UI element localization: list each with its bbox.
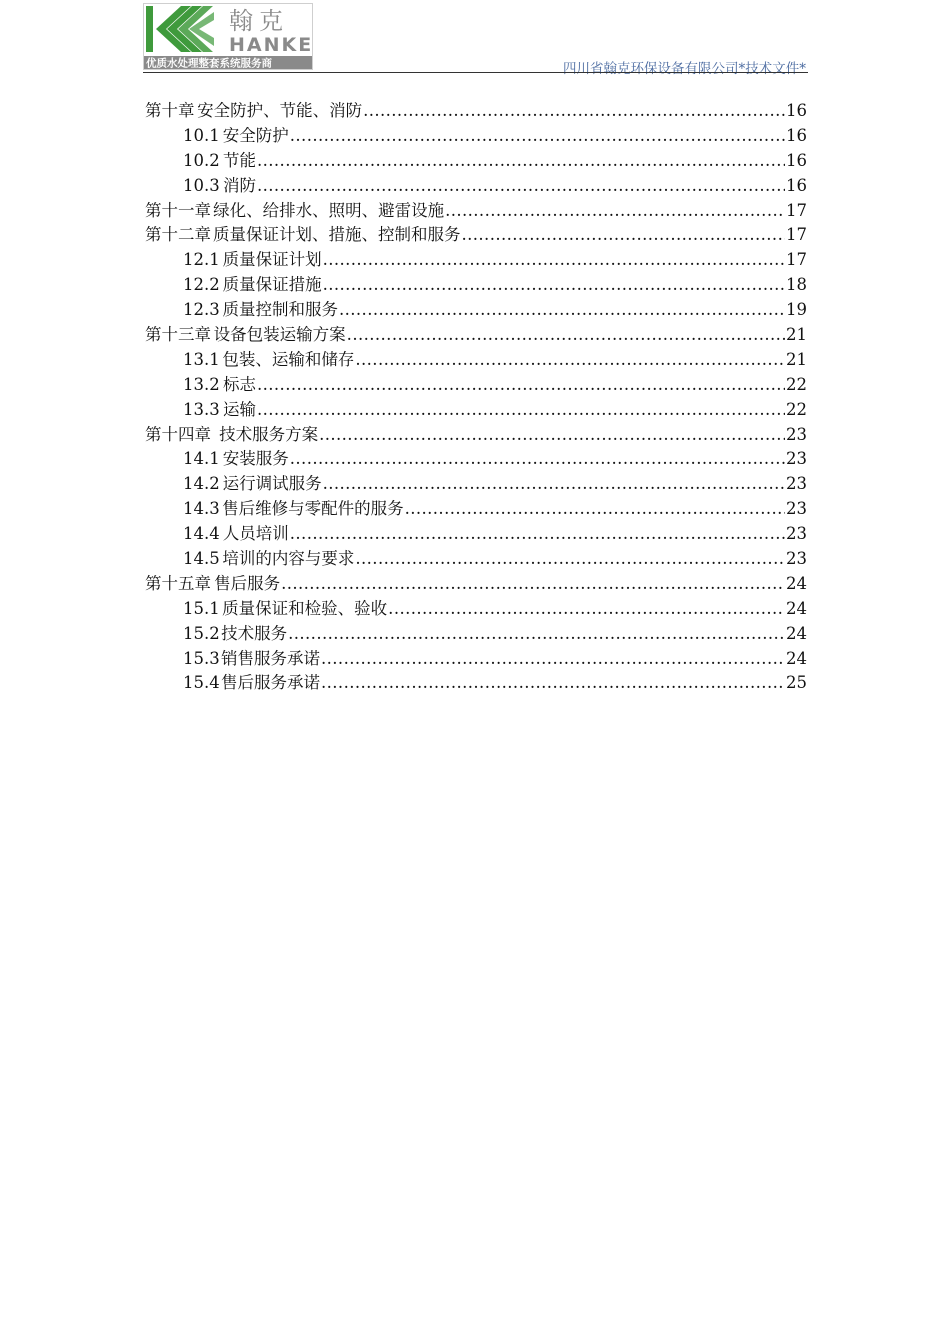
toc-entry-number: 第十五章 — [145, 573, 211, 593]
toc-entry-title: 运输 — [222, 399, 256, 419]
header-rule — [143, 72, 808, 73]
toc-leader-dots — [321, 671, 785, 696]
toc-entry[interactable] — [145, 323, 807, 348]
toc-entry-number: 13.2 — [183, 374, 220, 394]
hanke-logo-mark — [143, 3, 313, 70]
toc-entry-number: 14.3 — [183, 499, 220, 519]
toc-entry[interactable] — [145, 647, 807, 672]
toc-entry[interactable] — [145, 348, 807, 373]
toc-leader-dots — [355, 547, 785, 572]
toc-leader-dots — [290, 124, 785, 149]
toc-entry[interactable] — [145, 248, 807, 273]
toc-entry-title: 设备包装运输方案 — [213, 325, 346, 345]
toc-leader-dots — [290, 522, 785, 547]
page-header — [143, 3, 808, 77]
toc-entry[interactable] — [145, 447, 807, 472]
toc-entry[interactable] — [145, 174, 807, 199]
toc-entry-page: 23 — [786, 524, 807, 544]
toc-entry-number: 10.3 — [183, 175, 220, 195]
toc-entry-number: 13.1 — [183, 349, 220, 369]
logo-slogan: 优质水处理整套系统服务商 — [146, 57, 272, 70]
toc-entry[interactable] — [145, 199, 807, 224]
toc-entry[interactable] — [145, 671, 807, 696]
toc-entry[interactable] — [145, 273, 807, 298]
toc-entry-number: 第十四章 — [145, 424, 211, 444]
toc-leader-dots — [323, 248, 785, 273]
toc-entry[interactable] — [145, 497, 807, 522]
toc-entry[interactable] — [145, 99, 807, 124]
toc-entry-number: 12.2 — [183, 275, 220, 295]
toc-leader-dots — [257, 398, 785, 423]
logo-name-en: HANKE — [229, 34, 313, 56]
toc-entry[interactable] — [145, 223, 807, 248]
toc-entry-number: 13.3 — [183, 399, 220, 419]
toc-entry[interactable] — [145, 597, 807, 622]
toc-entry-page: 21 — [786, 325, 807, 345]
toc-entry-title: 销售服务承诺 — [221, 648, 320, 668]
toc-entry-page: 24 — [786, 573, 807, 593]
logo-name-cn: 翰克 — [229, 7, 289, 35]
toc-entry[interactable] — [145, 149, 807, 174]
toc-leader-dots — [319, 423, 785, 448]
table-of-contents — [145, 99, 807, 696]
company-line: 四川省翰克环保设备有限公司*技术文件* — [563, 61, 806, 77]
toc-entry-page: 23 — [786, 424, 807, 444]
toc-leader-dots — [323, 273, 785, 298]
toc-entry-page: 16 — [786, 125, 807, 145]
toc-entry-page: 17 — [786, 250, 807, 270]
toc-entry-page: 23 — [786, 474, 807, 494]
toc-entry-number: 第十二章 — [145, 225, 211, 245]
toc-entry[interactable] — [145, 124, 807, 149]
toc-entry-page: 17 — [786, 200, 807, 220]
toc-entry-title: 绿化、给排水、照明、避雷设施 — [213, 200, 445, 220]
toc-entry[interactable] — [145, 423, 807, 448]
toc-entry-page: 22 — [786, 399, 807, 419]
toc-leader-dots — [461, 223, 785, 248]
toc-entry[interactable] — [145, 622, 807, 647]
toc-entry-page: 21 — [786, 349, 807, 369]
toc-entry-page: 25 — [786, 673, 807, 693]
toc-entry-number: 15.1 — [183, 598, 220, 618]
toc-entry-page: 16 — [786, 175, 807, 195]
toc-entry-title: 安装服务 — [222, 449, 289, 469]
toc-entry-title: 技术服务方案 — [213, 424, 319, 444]
toc-entry[interactable] — [145, 522, 807, 547]
toc-leader-dots — [281, 572, 785, 597]
toc-entry-number: 14.2 — [183, 474, 220, 494]
toc-entry-page: 24 — [786, 648, 807, 668]
toc-entry-title: 售后服务承诺 — [221, 673, 320, 693]
toc-entry-title: 运行调试服务 — [222, 474, 322, 494]
toc-entry-title: 包装、运输和储存 — [222, 349, 355, 369]
toc-entry[interactable] — [145, 398, 807, 423]
toc-entry-title: 质量保证和检验、验收 — [222, 598, 388, 618]
toc-leader-dots — [339, 298, 785, 323]
toc-entry[interactable] — [145, 547, 807, 572]
toc-entry-title: 安全防护、节能、消防 — [197, 101, 363, 120]
toc-entry-title: 售后服务 — [214, 573, 281, 593]
toc-leader-dots — [445, 199, 785, 224]
toc-leader-dots — [405, 497, 785, 522]
toc-entry-page: 22 — [786, 374, 807, 394]
toc-entry-page: 16 — [786, 101, 807, 120]
toc-leader-dots — [290, 447, 785, 472]
toc-entry-title: 售后维修与零配件的服务 — [222, 499, 404, 519]
toc-leader-dots — [257, 149, 785, 174]
toc-entry-number: 第十一章 — [145, 200, 211, 220]
toc-entry-number: 第十三章 — [145, 325, 211, 345]
toc-entry-title: 质量控制和服务 — [222, 300, 338, 320]
toc-entry-number: 12.1 — [183, 250, 220, 270]
toc-entry-number: 10.1 — [183, 125, 220, 145]
toc-leader-dots — [257, 373, 785, 398]
toc-entry-page: 23 — [786, 449, 807, 469]
toc-entry-page: 17 — [786, 225, 807, 245]
toc-entry-number: 12.3 — [183, 300, 220, 320]
toc-leader-dots — [323, 472, 785, 497]
toc-entry-number: 10.2 — [183, 150, 220, 170]
toc-entry-number: 15.3 — [183, 648, 220, 668]
toc-entry-title: 人员培训 — [222, 524, 289, 544]
toc-entry-page: 16 — [786, 150, 807, 170]
toc-entry-title: 安全防护 — [222, 125, 289, 145]
toc-entry[interactable] — [145, 298, 807, 323]
toc-entry-page: 24 — [786, 598, 807, 618]
toc-entry-page: 24 — [786, 623, 807, 643]
toc-entry-number: 14.1 — [183, 449, 220, 469]
toc-entry[interactable] — [145, 572, 807, 597]
toc-entry-page: 23 — [786, 549, 807, 569]
toc-entry[interactable] — [145, 472, 807, 497]
toc-entry-title: 培训的内容与要求 — [222, 549, 355, 569]
toc-leader-dots — [355, 348, 785, 373]
toc-entry-title: 质量保证计划、措施、控制和服务 — [212, 225, 461, 245]
toc-entry-title: 节能 — [222, 150, 256, 170]
toc-entry[interactable] — [145, 373, 807, 398]
toc-leader-dots — [363, 99, 785, 124]
toc-entry-page: 23 — [786, 499, 807, 519]
toc-entry-page: 19 — [786, 300, 807, 320]
toc-leader-dots — [257, 174, 785, 199]
toc-entry-number: 14.5 — [183, 549, 220, 569]
toc-entry-title: 标志 — [222, 374, 256, 394]
toc-leader-dots — [288, 622, 785, 647]
toc-entry-title: 消防 — [222, 175, 256, 195]
toc-entry-title: 技术服务 — [221, 623, 288, 643]
toc-entry-number: 第十章 — [145, 101, 195, 120]
toc-leader-dots — [388, 597, 785, 622]
toc-leader-dots — [347, 323, 785, 348]
toc-entry-number: 14.4 — [183, 524, 220, 544]
toc-entry-page: 18 — [786, 275, 807, 295]
company-logo — [143, 3, 313, 70]
toc-entry-number: 15.2 — [183, 623, 220, 643]
toc-leader-dots — [321, 647, 785, 672]
toc-entry-title: 质量保证计划 — [222, 250, 322, 270]
toc-entry-number: 15.4 — [183, 673, 220, 693]
toc-entry-title: 质量保证措施 — [222, 275, 322, 295]
